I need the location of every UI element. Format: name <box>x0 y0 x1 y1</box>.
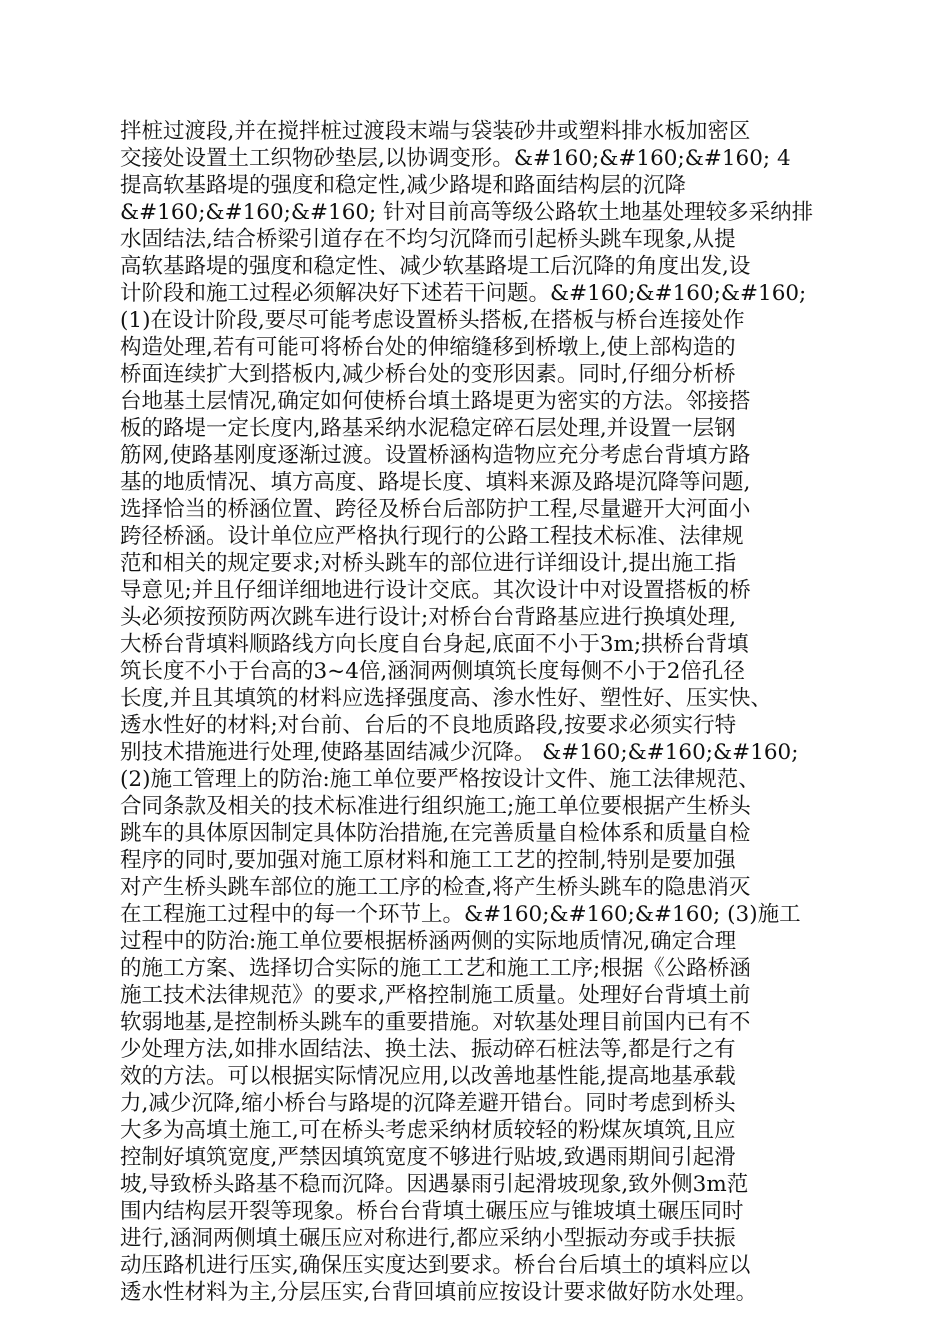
text-line: 水固结法,结合桥梁引道存在不均匀沉降而引起桥头跳车现象,从提 <box>120 227 736 252</box>
text-line: 跨径桥涵。设计单位应严格执行现行的公路工程技术标准、法律规 <box>120 524 744 549</box>
text-line: 提高软基路堤的强度和稳定性,减少路堤和路面结构层的沉降 <box>120 173 686 198</box>
body-text <box>120 118 820 1306</box>
text-line: 筋网,使路基刚度逐渐过渡。设置桥涵构造物应充分考虑台背填方路 <box>120 443 751 468</box>
text-line: 选择恰当的桥涵位置、跨径及桥台后部防护工程,尽量避开大河面小 <box>120 497 751 522</box>
text-line: 在工程施工过程中的每一个环节上。&#160;&#160;&#160; (3)施工 <box>120 902 801 927</box>
text-line: 动压路机进行压实,确保压实度达到要求。桥台台后填土的填料应以 <box>120 1253 751 1278</box>
text-line: &#160;&#160;&#160; 针对目前高等级公路软土地基处理较多采纳排 <box>120 200 814 225</box>
text-line: 交接处设置土工织物砂垫层,以协调变形。&#160;&#160;&#160; 4 <box>120 146 791 171</box>
text-line: 透水性材料为主,分层压实,台背回填前应按设计要求做好防水处理。 <box>120 1280 758 1305</box>
text-line: (1)在设计阶段,要尽可能考虑设置桥头搭板,在搭板与桥台连接处作 <box>120 308 745 333</box>
text-line: 过程中的防治:施工单位要根据桥涵两侧的实际地质情况,确定合理 <box>120 929 737 954</box>
text-line: 别技术措施进行处理,使路基固结减少沉降。 &#160;&#160;&#160; <box>120 740 799 765</box>
text-line: 筑长度不小于台高的3~4倍,涵洞两侧填筑长度每侧不小于2倍孔径 <box>120 659 745 684</box>
text-line: 软弱地基,是控制桥头跳车的重要措施。对软基处理目前国内已有不 <box>120 1010 751 1035</box>
text-line: 头必须按预防两次跳车进行设计;对桥台台背路基应进行换填处理, <box>120 605 737 630</box>
text-line: 导意见;并且仔细详细地进行设计交底。其次设计中对设置搭板的桥 <box>120 578 751 603</box>
text-line: 范和相关的规定要求;对桥头跳车的部位进行详细设计,提出施工指 <box>120 551 737 576</box>
text-line: 桥面连续扩大到搭板内,减少桥台处的变形因素。同时,仔细分析桥 <box>120 362 736 387</box>
text-line: 效的方法。可以根据实际情况应用,以改善地基性能,提高地基承载 <box>120 1064 736 1089</box>
text-line: 合同条款及相关的技术标准进行组织施工;施工单位要根据产生桥头 <box>120 794 751 819</box>
text-line: 的施工方案、选择切合实际的施工工艺和施工工序;根据《公路桥涵 <box>120 956 751 981</box>
text-line: 高软基路堤的强度和稳定性、减少软基路堤工后沉降的角度出发,设 <box>120 254 751 279</box>
text-line: 力,减少沉降,缩小桥台与路堤的沉降差避开错台。同时考虑到桥头 <box>120 1091 736 1116</box>
text-line: 大多为高填土施工,可在桥头考虑采纳材质较轻的粉煤灰填筑,且应 <box>120 1118 736 1143</box>
text-line: 程序的同时,要加强对施工原材料和施工工艺的控制,特别是要加强 <box>120 848 736 873</box>
text-line: 长度,并且其填筑的材料应选择强度高、渗水性好、塑性好、压实快、 <box>120 686 772 711</box>
text-line: 计阶段和施工过程必须解决好下述若干问题。&#160;&#160;&#160; <box>120 281 807 306</box>
text-line: 控制好填筑宽度,严禁因填筑宽度不够进行贴坡,致遇雨期间引起滑 <box>120 1145 736 1170</box>
text-line: 透水性好的材料;对台前、台后的不良地质路段,按要求必须实行特 <box>120 713 737 738</box>
text-line: 坡,导致桥头路基不稳而沉降。因遇暴雨引起滑坡现象,致外侧3m范 <box>120 1172 749 1197</box>
text-line: 大桥台背填料顺路线方向长度自台身起,底面不小于3m;拱桥台背填 <box>120 632 749 657</box>
text-line: 拌桩过渡段,并在搅拌桩过渡段末端与袋装砂井或塑料排水板加密区 <box>120 119 751 144</box>
text-line: 进行,涵洞两侧填土碾压应对称进行,都应采纳小型振动夯或手扶振 <box>120 1226 736 1251</box>
text-line: 围内结构层开裂等现象。桥台台背填土碾压应与锥坡填土碾压同时 <box>120 1199 744 1224</box>
text-line: 板的路堤一定长度内,路基采纳水泥稳定碎石层处理,并设置一层钢 <box>120 416 736 441</box>
text-line: (2)施工管理上的防治:施工单位要严格按设计文件、施工法律规范、 <box>120 767 760 792</box>
text-line: 构造处理,若有可能可将桥台处的伸缩缝移到桥墩上,使上部构造的 <box>120 335 736 360</box>
text-line: 台地基土层情况,确定如何使桥台填土路堤更为密实的方法。邻接搭 <box>120 389 751 414</box>
text-line: 跳车的具体原因制定具体防治措施,在完善质量自检体系和质量自检 <box>120 821 751 846</box>
text-line: 对产生桥头跳车部位的施工工序的检查,将产生桥头跳车的隐患消灭 <box>120 875 751 900</box>
text-line: 基的地质情况、填方高度、路堤长度、填料来源及路堤沉降等问题, <box>120 470 751 495</box>
text-line: 施工技术法律规范》的要求,严格控制施工质量。处理好台背填土前 <box>120 983 751 1008</box>
text-line: 少处理方法,如排水固结法、换土法、振动碎石桩法等,都是行之有 <box>120 1037 736 1062</box>
